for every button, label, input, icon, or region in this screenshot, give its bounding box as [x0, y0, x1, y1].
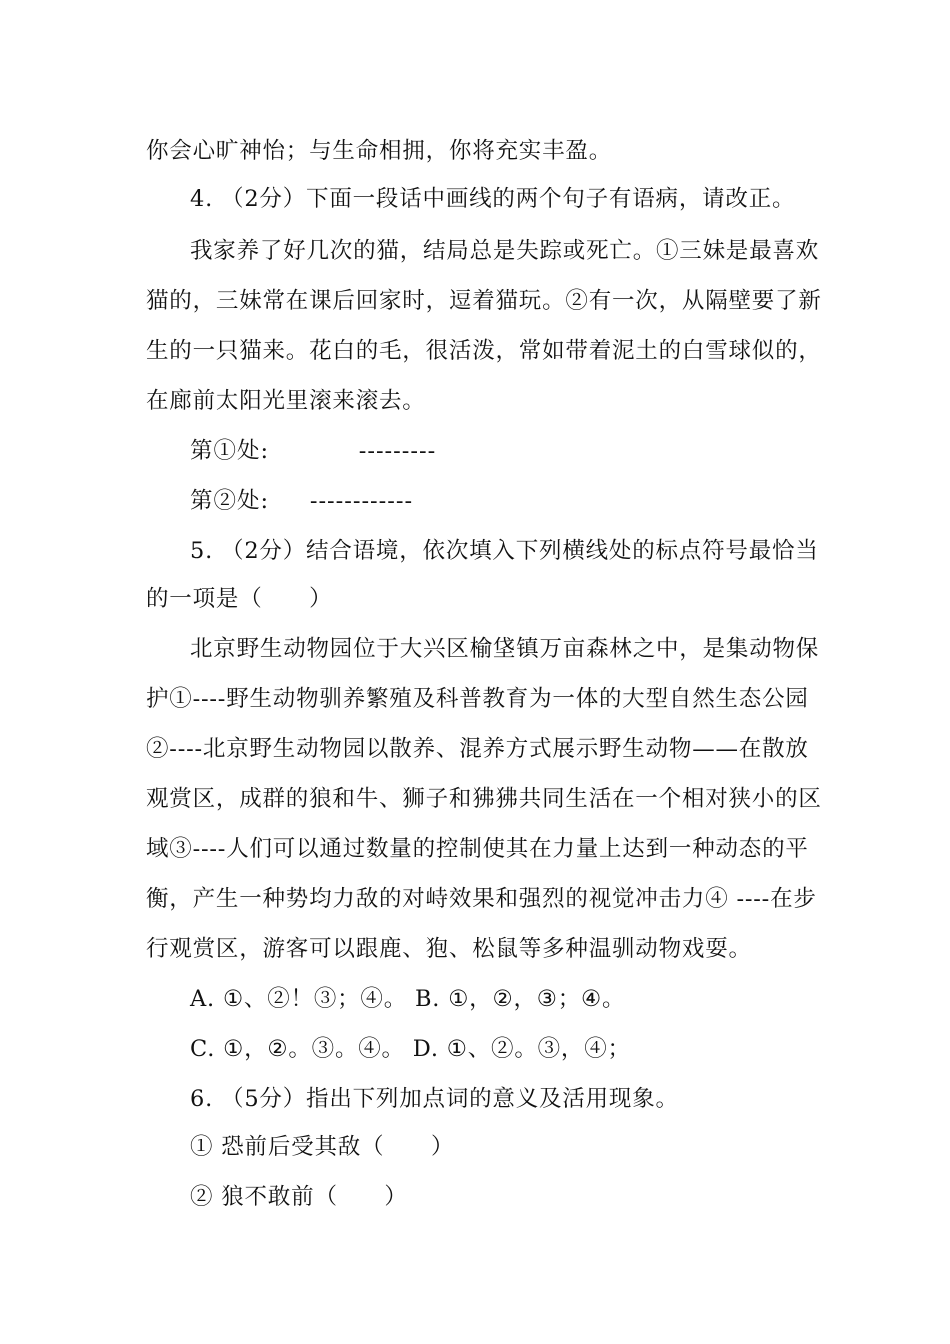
passage-5-line-7: 行观赏区，游客可以跟鹿、狍、松鼠等多种温驯动物戏耍。 — [146, 936, 752, 962]
options-a-b: A. ①、②！③；④。 B. ①，②，③；④。 — [190, 986, 626, 1012]
passage-4-line-4: 在廊前太阳光里滚来滚去。 — [146, 388, 426, 414]
passage-4-line-1: 我家养了好几次的猫，结局总是失踪或死亡。①三妹是最喜欢 — [190, 238, 820, 264]
question-4-stem: 4. （2分）下面一段话中画线的两个句子有语病，请改正。 — [190, 186, 796, 212]
answer-blank-2: 第②处: ------------ — [190, 488, 414, 514]
passage-5-line-2: 护①----野生动物驯养繁殖及科普教育为一体的大型自然生态公园 — [146, 686, 809, 712]
passage-5-line-1: 北京野生动物园位于大兴区榆垡镇万亩森林之中，是集动物保 — [190, 636, 820, 662]
passage-5-line-4: 观赏区，成群的狼和牛、狮子和狒狒共同生活在一个相对狭小的区 — [146, 786, 822, 812]
passage-5-line-3: ②----北京野生动物园以散养、混养方式展示野生动物——在散放 — [146, 736, 809, 762]
passage-4-line-3: 生的一只猫来。花白的毛，很活泼，常如带着泥土的白雪球似的， — [146, 338, 822, 364]
question-6-item-1: ① 恐前后受其敌（ ） — [190, 1134, 455, 1160]
options-c-d: C. ①，②。③。④。 D. ①、②。③，④； — [190, 1036, 631, 1062]
answer-blank-1: 第①处: --------- — [190, 438, 437, 464]
passage-5-line-6: 衡，产生一种势均力敌的对峙效果和强烈的视觉冲击力④ ----在步 — [146, 886, 817, 912]
question-5-stem-cont: 的一项是（ ） — [146, 586, 333, 612]
text-line-1: 你会心旷神怡；与生命相拥，你将充实丰盈。 — [146, 138, 613, 164]
passage-5-line-5: 域③----人们可以通过数量的控制使其在力量上达到一种动态的平 — [146, 836, 809, 862]
passage-4-line-2: 猫的，三妹常在课后回家时，逗着猫玩。②有一次，从隔壁要了新 — [146, 288, 822, 314]
question-6-item-2: ② 狼不敢前（ ） — [190, 1184, 408, 1210]
question-6-stem: 6. （5分）指出下列加点词的意义及活用现象。 — [190, 1086, 679, 1112]
question-5-stem: 5. （2分）结合语境，依次填入下列横线处的标点符号最恰当 — [190, 538, 819, 564]
